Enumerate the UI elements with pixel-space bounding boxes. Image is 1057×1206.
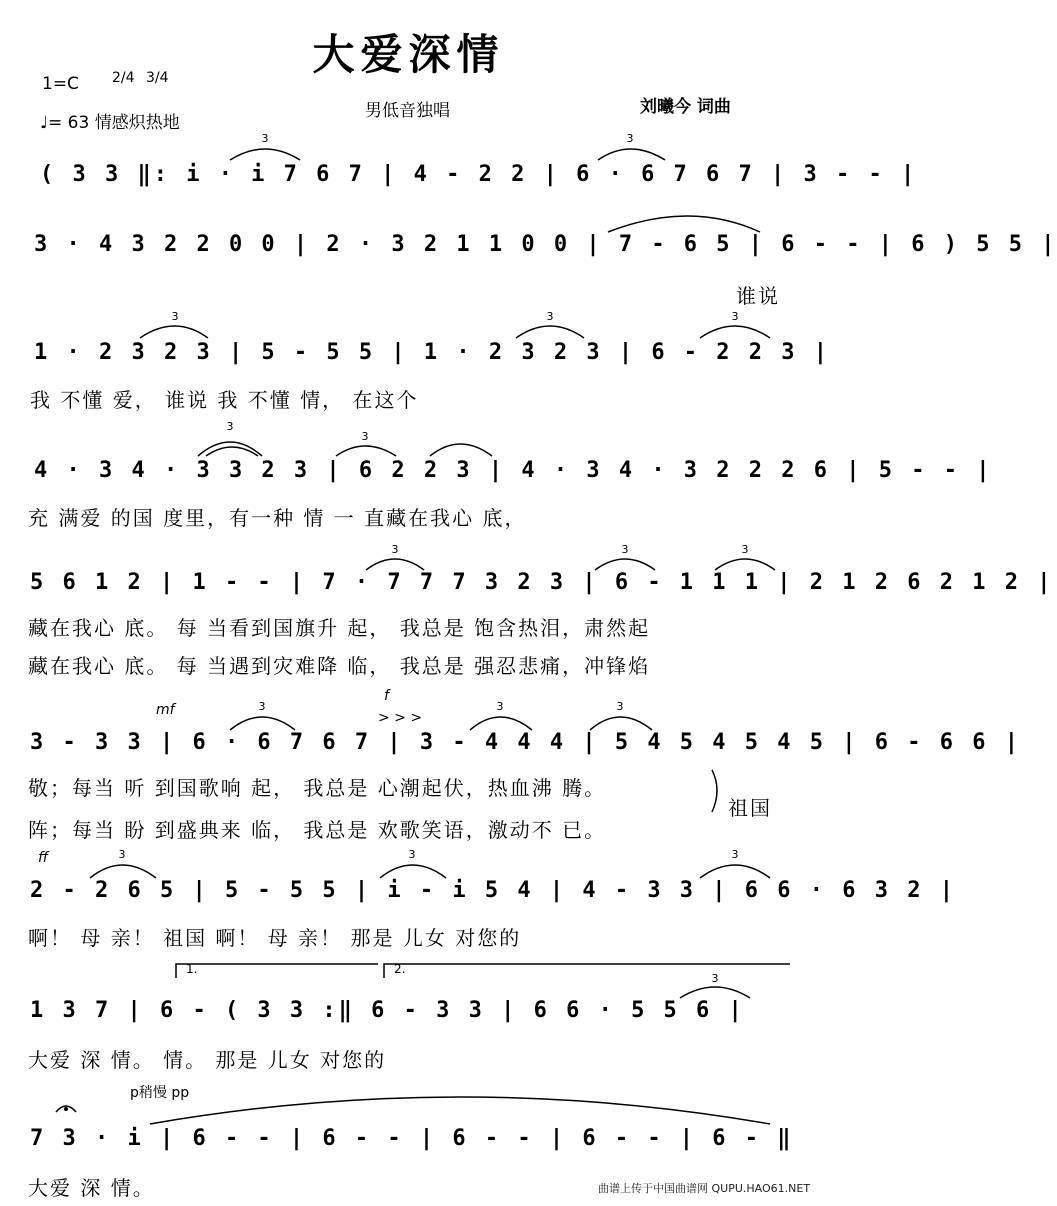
key-signature: 1=C bbox=[42, 74, 79, 94]
triplet-3: 3 bbox=[616, 700, 624, 713]
slur bbox=[336, 446, 396, 456]
volta-bracket-1 bbox=[176, 964, 378, 978]
lyric-row-5-verse-2: 藏在我心 底。 每 当遇到灾难降 临， 我总是 强忍悲痛，冲锋焰 bbox=[28, 654, 651, 678]
dynamic-p-pp: p稍慢 pp bbox=[130, 1085, 190, 1101]
slur bbox=[140, 326, 208, 338]
notation-row-8: 1 3 7 | 6 - ( 3 3 :‖ 6 - 3 3 | 6 6 · 5 5 6 | bbox=[30, 998, 745, 1023]
triplet-3: 3 bbox=[711, 972, 719, 985]
slur bbox=[430, 444, 492, 456]
notation-row-2: 3 · 4 3 2 2 0 0 | 2 · 3 2 1 1 0 0 | 7 - 6 5 | 6 - - | 6 ) 5 5 | bbox=[34, 232, 1057, 257]
footer-credit: 曲谱上传于中国曲谱网 QUPU.HAO61.NET bbox=[598, 1182, 811, 1195]
lyric-aside: 祖国 bbox=[728, 796, 772, 820]
slur bbox=[700, 865, 770, 878]
triplet-3: 3 bbox=[391, 543, 399, 556]
volta-1: 1. bbox=[186, 962, 198, 976]
notation-row-4: 4 · 3 4 · 3 3 2 3 | 6 2 2 3 | 4 · 3 4 · 3 2 2 2 6 | 5 - - | bbox=[34, 458, 993, 483]
triplet-3: 3 bbox=[361, 430, 369, 443]
triplet-3: 3 bbox=[261, 132, 269, 145]
slur bbox=[380, 865, 446, 878]
time-signature-2: 3/4 bbox=[146, 70, 169, 86]
dynamic-mf: mf bbox=[156, 702, 175, 718]
credits: 刘曦今 词曲 bbox=[640, 97, 731, 117]
lyric-row-6-verse-1: 敬；每当 听 到国歌响 起， 我总是 心潮起伏，热血沸 腾。 bbox=[28, 776, 607, 800]
lyric-row-8: 大爱 深 情。 情。 那是 儿女 对您的 bbox=[28, 1048, 387, 1072]
verse-brace bbox=[712, 770, 717, 812]
time-signature-1: 2/4 bbox=[112, 70, 135, 86]
slur bbox=[366, 559, 424, 570]
slur bbox=[90, 865, 156, 878]
slur bbox=[516, 326, 584, 338]
lyric-row-5-verse-1: 藏在我心 底。 每 当看到国旗升 起， 我总是 饱含热泪，肃然起 bbox=[28, 616, 651, 640]
slur bbox=[715, 559, 775, 570]
notation-row-3: 1 · 2 3 2 3 | 5 - 5 5 | 1 · 2 3 2 3 | 6 - 2 2 3 | bbox=[34, 340, 831, 365]
accent-marks: > > > bbox=[378, 710, 423, 726]
lyric-row-7: 啊！ 母 亲！ 祖国 啊！ 母 亲！ 那是 儿女 对您的 bbox=[28, 926, 522, 950]
dynamic-ff: ff bbox=[38, 850, 49, 866]
triplet-3: 3 bbox=[258, 700, 266, 713]
triplet-3: 3 bbox=[731, 848, 739, 861]
dynamic-f: f bbox=[384, 688, 389, 704]
slur bbox=[595, 559, 655, 570]
triplet-3: 3 bbox=[546, 310, 554, 323]
lyric-row-3: 我 不懂 爱， 谁说 我 不懂 情， 在这个 bbox=[30, 388, 419, 412]
volta-bracket-2 bbox=[384, 964, 790, 978]
triplet-3: 3 bbox=[731, 310, 739, 323]
triplet-3: 3 bbox=[118, 848, 126, 861]
volta-2: 2. bbox=[394, 962, 406, 976]
lyric-row-6-verse-2: 阵；每当 盼 到盛典来 临， 我总是 欢歌笑语，激动不 已。 bbox=[28, 818, 607, 842]
notation-row-7: 2 - 2 6 5 | 5 - 5 5 | i - i 5 4 | 4 - 3 3 | 6 6 · 6 3 2 | bbox=[30, 878, 956, 903]
lyric-row-4: 充 满爱 的国 度里，有一种 情 一 直藏在我心 底， bbox=[28, 506, 527, 530]
triplet-3: 3 bbox=[626, 132, 634, 145]
fermata-dot bbox=[64, 1107, 68, 1111]
triplet-3: 3 bbox=[226, 420, 234, 433]
triplet-3: 3 bbox=[496, 700, 504, 713]
lyric-row-9: 大爱 深 情。 bbox=[28, 1176, 155, 1200]
slur bbox=[150, 1097, 770, 1124]
slur bbox=[590, 717, 652, 730]
notation-row-5: 5 6 1 2 | 1 - - | 7 · 7 7 7 3 2 3 | 6 - 1 1 1 | 2 1 2 6 2 1 2 | bbox=[30, 570, 1054, 595]
triplet-3: 3 bbox=[171, 310, 179, 323]
triplet-3: 3 bbox=[408, 848, 416, 861]
slur bbox=[598, 149, 665, 160]
slur bbox=[680, 987, 750, 998]
triplet-3: 3 bbox=[741, 543, 749, 556]
notation-row-9: 7 3 · i | 6 - - | 6 - - | 6 - - | 6 - - | 6 - ‖ bbox=[30, 1126, 794, 1151]
slur bbox=[470, 717, 532, 730]
slur bbox=[198, 442, 262, 456]
page-title: 大爱深情 bbox=[312, 30, 505, 79]
slur bbox=[608, 216, 760, 232]
performance-note: 男低音独唱 bbox=[365, 101, 450, 121]
lyric-row-2: 谁说 bbox=[736, 284, 780, 308]
notation-row-1: ( 3 3 ‖: i · i 7 6 7 | 4 - 2 2 | 6 · 6 7 6 7 | 3 - - | bbox=[40, 162, 918, 187]
slur bbox=[230, 149, 300, 160]
slur bbox=[230, 717, 295, 730]
notation-row-6: 3 - 3 3 | 6 · 6 7 6 7 | 3 - 4 4 4 | 5 4 5 4 5 4 5 | 6 - 6 6 | bbox=[30, 730, 1021, 755]
slur bbox=[700, 326, 770, 338]
tempo-marking: ♩= 63 情感炽热地 bbox=[40, 113, 180, 133]
triplet-3: 3 bbox=[621, 543, 629, 556]
